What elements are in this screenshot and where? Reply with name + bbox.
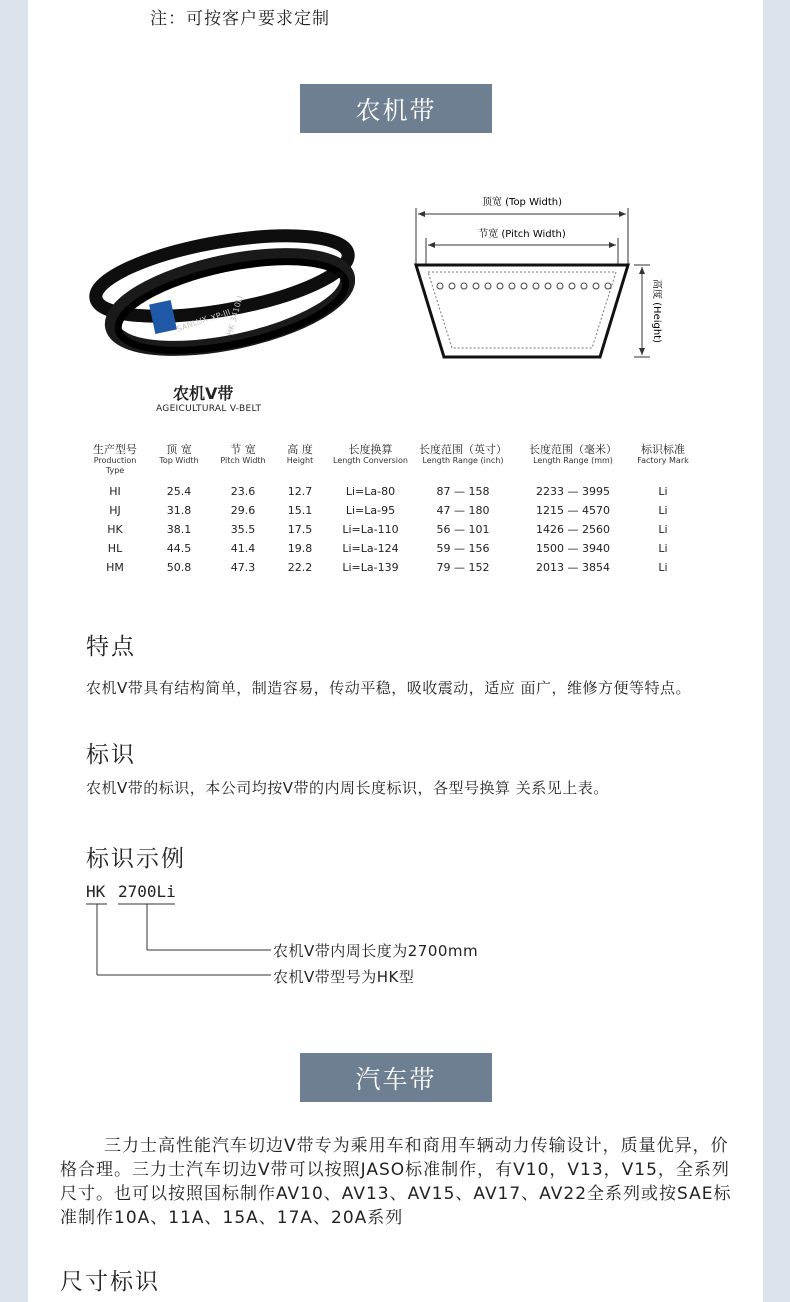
cell: HI — [109, 485, 121, 498]
belt-hk-mark: HK 3410LI — [225, 294, 245, 337]
header-top-width: 顶 宽 Top Width — [159, 443, 199, 465]
cell: Li=La-139 — [342, 561, 399, 574]
cell: 50.8 — [166, 561, 192, 574]
cell: 56 — 101 — [436, 523, 490, 536]
cell: 1426 — 2560 — [536, 523, 610, 536]
cell: Li=La-124 — [342, 542, 399, 555]
header-length-conversion: 长度换算 Length Conversion — [333, 443, 408, 465]
header-production-type: 生产型号 Production Type — [93, 443, 137, 475]
cell: HL — [107, 542, 123, 555]
header-height: 高 度 Height — [286, 443, 314, 465]
cell: 79 — 152 — [436, 561, 490, 574]
example-length-explanation: 农机V带内周长度为2700mm — [273, 942, 479, 960]
cell: Li — [658, 485, 668, 498]
cell: 25.4 — [166, 485, 192, 498]
cell: 31.8 — [166, 504, 192, 517]
cell: 47 — 180 — [436, 504, 490, 517]
product-subtitle: AGEICULTURAL V-BELT — [156, 404, 262, 414]
cell: 17.5 — [287, 523, 313, 536]
belt-brand-mark: SANLUX — [175, 314, 209, 334]
example-code-type: HK — [86, 882, 106, 901]
example-leader-lines — [83, 900, 303, 980]
custom-note: 注：可按客户要求定制 — [150, 9, 330, 29]
table-row — [86, 520, 693, 539]
cell: Li=La-110 — [342, 523, 399, 536]
table-row — [86, 501, 693, 520]
cell: 38.1 — [166, 523, 192, 536]
example-code-length: 2700Li — [118, 882, 176, 901]
table-row — [86, 482, 693, 501]
header-pitch-width: 节 宽 Pitch Width — [220, 443, 266, 465]
marking-heading: 标识 — [86, 742, 136, 768]
marking-example-heading: 标识示例 — [86, 846, 186, 872]
cell: Li=La-80 — [345, 485, 396, 498]
cell: 87 — 158 — [436, 485, 490, 498]
cell: 15.1 — [287, 504, 313, 517]
features-text: 农机V带具有结构简单，制造容易，传动平稳，吸收震动，适应 面广，维修方便等特点。 — [86, 679, 692, 697]
cell: 29.6 — [230, 504, 256, 517]
cell: 47.3 — [230, 561, 256, 574]
cell: 59 — 156 — [436, 542, 490, 555]
table-row — [86, 539, 693, 558]
cell: HK — [107, 523, 123, 536]
features-heading: 特点 — [86, 634, 136, 660]
cell: 23.6 — [230, 485, 256, 498]
belt-cross-section-diagram — [412, 190, 662, 360]
top-width-label: 顶宽 (Top Width) — [481, 197, 563, 208]
cell: 22.2 — [287, 561, 313, 574]
specification-table — [86, 444, 693, 577]
cell: 1215 — 4570 — [536, 504, 610, 517]
cell: 2233 — 3995 — [536, 485, 610, 498]
header-factory-mark: 标识标准 Factory Mark — [637, 443, 689, 465]
cell: 12.7 — [287, 485, 313, 498]
cell: 19.8 — [287, 542, 313, 555]
cell: Li — [658, 542, 668, 555]
cell: Li — [658, 561, 668, 574]
cell: HM — [106, 561, 124, 574]
header-length-range-inch: 长度范围（英寸） Length Range (inch) — [419, 443, 507, 465]
cell: HJ — [109, 504, 121, 517]
pitch-width-label: 节宽 (Pitch Width) — [478, 229, 566, 240]
automotive-description — [60, 1134, 740, 1230]
table-header-row — [86, 444, 693, 482]
cell: 41.4 — [230, 542, 256, 555]
product-title: 农机V带 — [173, 384, 234, 403]
marking-text: 农机V带的标识，本公司均按V带的内周长度标识，各型号换算 关系见上表。 — [86, 779, 609, 797]
page — [28, 0, 763, 1302]
cell: Li — [658, 523, 668, 536]
table-row — [86, 558, 693, 577]
section-banner-automotive: 汽车带 — [300, 1053, 492, 1102]
cell: Li=La-95 — [345, 504, 396, 517]
cell: 2013 — 3854 — [536, 561, 610, 574]
header-length-range-mm: 长度范围（毫米） Length Range (mm) — [529, 443, 617, 465]
cell: Li — [658, 504, 668, 517]
cell: 1500 — 3940 — [536, 542, 610, 555]
v-belt-image — [80, 210, 355, 375]
size-marking-heading: 尺寸标识 — [60, 1269, 160, 1295]
cell: 44.5 — [166, 542, 192, 555]
belt-model-mark: XP-III — [209, 307, 232, 323]
height-label: 高度 (Height) — [651, 278, 662, 344]
example-type-explanation: 农机V带型号为HK型 — [273, 968, 415, 986]
automotive-description-text: 三力士高性能汽车切边V带专为乘用车和商用车辆动力传输设计，质量优异，价格合理。三力士汽车切边V带可以按照JASO标准制作，有V10，V13，V15，全系列尺寸。也可以按照国标制作AV10、AV13、AV15、AV17、AV22全系列或按SAE标准制作10A、11A、15A、17A、20A系列 — [60, 1136, 732, 1228]
section-banner-agricultural: 农机带 — [300, 84, 492, 133]
cell: 35.5 — [230, 523, 256, 536]
